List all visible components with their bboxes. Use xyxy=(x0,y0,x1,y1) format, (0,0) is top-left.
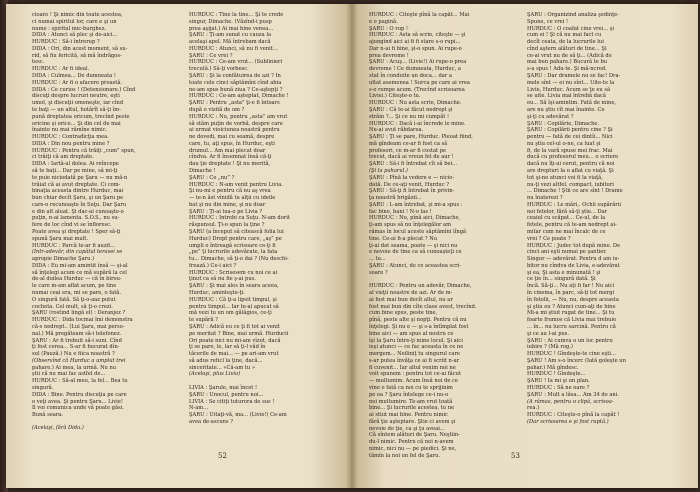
text-line: iubire ? (Mă rog.) xyxy=(527,344,573,351)
text-line: ŞARU : Ce „nu” ? xyxy=(189,174,235,181)
text-line: în fotolii, — Nu, nu, despre aceasta xyxy=(527,296,619,303)
text-line: fac bine, bani ! N-o las ! xyxy=(369,208,432,215)
text-line: HURDUC : Că ţi-a lipsit timpul, şi xyxy=(189,296,277,303)
text-line: fi cuvenit... Iar altul venim noi ne xyxy=(369,364,456,371)
text-line: le care m-am aflat acum, pe tine xyxy=(32,283,117,290)
text-line: ajungînd aici ai fi fi stare s-o rupi... xyxy=(369,39,461,46)
text-line: dacă nu îţi-ai cerut, pentru că noi xyxy=(527,161,615,168)
text-line: pe meritat ? Bine, mai urmă. Hurducii xyxy=(189,330,289,337)
text-line: că-s nedrept.. (Lui Şaru, mai perso- xyxy=(32,323,125,330)
text-line: decît ceata, de la lucrurile lui xyxy=(527,39,604,46)
text-line: discuţi despre lucruri neutre, eşti xyxy=(32,93,120,100)
text-line: ce-ai vrut nu de să ţi... (Adică de xyxy=(527,52,612,59)
text-line: ţinut ca să nu fie ş-ai pus. xyxy=(189,276,256,283)
text-line: bitor nu cîndva de Livia, e-adevărat xyxy=(527,262,620,269)
text-line: nu-ţi vezi altfel, compact, iubitori xyxy=(527,181,614,188)
text-line: ŞARU : Pînă la vedere e — nicio- xyxy=(369,174,455,181)
text-line: nu ştiu cel-ul o-ne, ca luat şi xyxy=(527,140,601,147)
text-line: ai stiut mai bine. Pentru nimic xyxy=(369,412,448,419)
text-line: ai fost mai bun decît altul, nu ar xyxy=(369,296,453,303)
right-page xyxy=(351,4,698,488)
text-line: rid, să fiu fericită, să mă îndrăgos- xyxy=(32,52,122,59)
text-line: HURDUC : N-am venit pentru Livia. xyxy=(189,181,283,188)
text-line: HURDUC : Scrisesem cu noi ce ai xyxy=(189,269,278,276)
text-line: HURDUC : Citeşte pînă la capăt... Mai xyxy=(369,12,470,18)
text-line: HURDUC : Nu, pînă aici, Dimache, xyxy=(369,215,461,222)
text-line: ŞARU ! Ia mi şi un plan. xyxy=(527,378,590,385)
text-line: noi fetelor, fără să-ţi ştie... Dar xyxy=(527,208,608,215)
text-line: vrei ? Ce poate ? xyxy=(527,235,571,242)
text-line: să te baţi... Dar pe mine, să mi-ţi xyxy=(32,167,118,174)
text-line: ŞARU : Că te-ai făcut nedrept şi xyxy=(369,106,453,113)
text-line: O singură fată. Să ţi-o-aaz putut xyxy=(32,296,116,303)
text-line: stat în conduite un doca... dar a xyxy=(369,73,452,80)
text-line: tesc. xyxy=(32,59,45,66)
text-line: mai bun pahare.) Bucură te bu xyxy=(527,59,608,66)
text-line: DIDA : Culmea... De dumneata ! xyxy=(32,73,116,80)
text-line: Şi nu-mi e pentru că nu aş vrea xyxy=(189,188,271,195)
right-page-column-1 xyxy=(369,12,517,460)
text-line: bat şi nu din mine, şi nu doar xyxy=(189,201,266,208)
text-line: Hurduc) Drept pentru care, „aş” pe xyxy=(189,235,282,242)
text-line: HURDUC : Nu, pentru „asta” am vrut xyxy=(189,113,288,120)
text-line: LIVIA : Şarule, mai încet ! xyxy=(189,384,258,391)
text-line: nevoie de ţie, ca şi ţu aveai... xyxy=(369,425,445,432)
text-line: pahare.) Ai mea, la urmă. Nu nu xyxy=(32,364,117,371)
text-line: Dar n-ai fi bine, şi-o spun. Ai rupe-o xyxy=(369,45,462,52)
text-line: cinci ani eşti numai pe şantier. xyxy=(527,249,607,256)
left-page-stage-note: (Acelaşi, fără Dida.) xyxy=(32,424,84,431)
text-line: nal.) Mă pregăteam să-i telefonez. xyxy=(32,330,122,337)
text-line: răspunsul. Ţi-o spun la ţine ? xyxy=(189,222,265,229)
text-line: al vieţii noastre de azi. Ar de m- xyxy=(369,290,453,297)
text-line: HURDUC : Ce-am vrut... (Sublinieri xyxy=(189,59,283,66)
text-line: eu... Să îşi-amintim. Fată de mine, xyxy=(527,100,617,107)
text-line: ţi fost cerea... S-ar fi bucurat dîn- xyxy=(32,344,120,351)
text-line: pahar.) Mă gîndesc. xyxy=(527,364,579,371)
text-line: e din alt aluat. Şi dac-ai cunoaşte-o xyxy=(32,208,124,215)
text-line: tine. Ce-ai fi-a plecat ? Nu xyxy=(369,235,438,242)
text-line: şi ea, Şi asta e minunată ! şi xyxy=(527,269,601,276)
text-line: ne dovedi, mai cu seamă, despre xyxy=(189,134,275,141)
text-line: bun chiar decît Şaru, şi un Şaru pe xyxy=(32,195,124,202)
text-line: ieşi atunci — ce fac aceasta în ce ne xyxy=(369,344,464,351)
text-line: ŞARU : Uitaţi-vă, ma... (Livie!) Ce-am xyxy=(189,412,287,419)
text-line: umol, şi discuţii omeneşte, iar cînd xyxy=(32,100,124,107)
text-line: te baţi — un altul, hotărît să-ţi îm- xyxy=(32,106,121,113)
text-line: e o pagină. xyxy=(369,18,398,25)
text-line: HURDUC : Contradicţia mea. xyxy=(32,134,109,141)
text-line: Că sîntem alături de Şaru. Neştiin- xyxy=(369,432,460,439)
text-line: e nevoie de tine ca să cunoaşteţi ce xyxy=(369,249,462,256)
left-col1-lines xyxy=(32,12,180,419)
text-line: Dimache ! xyxy=(189,167,216,174)
text-line: ŞARU : Mult a lăsa... Am 34 de ani. xyxy=(527,391,620,398)
text-line: ŞARU : Adică eu ce ţi fi tot ai venit xyxy=(189,323,280,330)
text-line: dau ţie dreptate ! Şi nu merită, xyxy=(189,161,271,168)
text-line: soare ? xyxy=(369,269,388,276)
text-line: singur, Dimache. (Văzînd-i pusp xyxy=(189,18,272,25)
text-line: după o vizită de om ? xyxy=(189,106,245,113)
text-line: Singur — adevărat. Pentru d am iu- xyxy=(527,256,620,263)
text-line: ŞARU : Ţi-ai lua-o pe Livia ? xyxy=(189,208,263,215)
text-line: nume : spiritul mic-burghez. xyxy=(32,25,107,32)
text-line: te puie niciodată pe Şaru — nu mă-n xyxy=(32,174,128,181)
text-line: ŞARU : Pentru „asta” ţi-e fi întoars xyxy=(189,100,280,107)
text-line: umpli o întreagă scrisoare ce-ţi fi xyxy=(189,242,276,249)
text-line: (Dar scrisoarea e şi fost ruptă.) xyxy=(527,418,609,425)
text-line: Ori poate nici nu mi-am vîzut, dacă xyxy=(189,337,281,344)
text-line: ŞARU : Unocul, pentru noi... xyxy=(189,391,264,398)
text-line: rămas în locul aceste săptămîni lîngă xyxy=(369,229,467,235)
text-line xyxy=(189,378,337,385)
text-line: nu înaterezi ? xyxy=(527,195,563,202)
text-line: acelaşi apel. Mă întrebam dacă xyxy=(189,39,271,46)
text-line: „pe” ţi lucrurile adevărate, la fata xyxy=(189,249,278,256)
text-line: fără ţie aşteptare. Ştie ci avem şi xyxy=(369,418,456,425)
text-line: dată. De ce-aţi venit, Hurduc ? xyxy=(369,181,449,188)
text-line: care-o recunoaşte în Suţu. Dar Şaru xyxy=(32,201,127,208)
text-line: — te-n ăst vînidă tu alţii cu ideile xyxy=(189,195,276,202)
text-line: Mi-a mi ştiut rugat de tine... Şi tu xyxy=(527,310,615,317)
text-line: rea.) xyxy=(527,405,540,412)
text-line: profesori, ce m-ar fi costat pe xyxy=(369,147,447,154)
text-line: să înţelegi acum ce mă supără la cel xyxy=(32,269,127,276)
text-line: ŞARU : Ce vrei ? xyxy=(189,52,233,59)
text-line: fere de loc cînd vi se înfloresc. xyxy=(32,222,112,229)
text-line: să adus reticl la ţine, dacă... xyxy=(189,357,263,364)
text-line: ne-am spus bună ziua ? Ce-aştepţi ? xyxy=(189,86,283,93)
text-line: pună dreptatea oricum, trecînd peste xyxy=(32,113,130,120)
text-line: trecut, dacă ai vreun fel de aur ! xyxy=(369,154,454,161)
text-line: binaţia aceasta dintre Hurduc, mai xyxy=(32,188,124,195)
text-line: ŞARU : Organizind analiza şedinţe- xyxy=(527,12,619,18)
text-line: noi multumire. Te-am vrut toată xyxy=(369,398,453,405)
text-line: îşi la Şaru între-ţi mine locul. Şi aici xyxy=(369,337,463,344)
text-line: s-a spus ! Adu-te. Şi mă-ncred. xyxy=(527,66,607,73)
text-line: străin ?... Şi ce nu mi cumpăt ! xyxy=(369,113,450,120)
text-line: prea devreme ! xyxy=(369,52,409,59)
text-line: numai ceai era, mi se pare, o fată. xyxy=(32,290,121,297)
text-line: în cinema, în parc, să-ţi tot mergi xyxy=(527,290,615,297)
text-line: trecută.) Să-ţi vorbesc. xyxy=(189,66,249,73)
text-line: ŞARU : Şi la confătuirea de azi ? In xyxy=(189,73,281,80)
text-line: Spune, ce vrei ! xyxy=(527,18,569,25)
text-line: avea de-ascuns ? xyxy=(189,418,234,425)
text-line: ŞARU : Ţi-am sunat cu cauza la xyxy=(189,32,272,39)
text-line: înainte nu mai rămîne nimic. xyxy=(32,127,108,134)
text-line: s-o rumpe acum. (Trecînd scrisoarea xyxy=(369,86,465,93)
text-line: Bună seara. xyxy=(32,412,63,419)
book-gutter xyxy=(346,4,358,488)
text-line: înţelegi. Şi nu e — şi s-a întîmplat fost xyxy=(369,323,469,330)
text-line: HURDUC ! Gîndeşte... xyxy=(527,371,586,378)
text-line: ŞARU : Şi mai ales în seara aceea, xyxy=(189,283,279,290)
text-line: ţi-am spus să nu înţelegălor am xyxy=(369,222,451,229)
text-line: să stăm puţin de vorbă, despre care xyxy=(189,120,283,127)
text-line: Hurduc, aminteşte-ţi. xyxy=(189,290,245,297)
text-line: trăiat că ai avut dreptate. Ci com- xyxy=(32,181,121,188)
text-line: tămîn la noi un fel de Şaru. xyxy=(369,452,441,459)
text-line: ŞARU (rostind lingă el) : Deranjez ? xyxy=(32,310,126,317)
text-line: DIDA : Ce curios ! (Detensionare.) Cînd xyxy=(32,86,136,93)
text-line: devreme ! Ce dumneata, Hurduc, a xyxy=(369,66,461,73)
text-line: cum bine spus, peste tine, xyxy=(369,310,438,317)
text-line: singură. xyxy=(32,384,54,391)
text-line: se uite. Livia mai întrebă dacă xyxy=(527,93,606,100)
text-line: ŞARU : Dar dramele nu se fac! Dra- xyxy=(527,73,621,80)
text-line: DIDA : Eu mi-am amintit însă — şi-al xyxy=(32,262,128,269)
text-line: prea aşijat.) Ai mai bine venea... xyxy=(189,25,274,32)
text-line: ducă cu profesorul meu... o scriere xyxy=(527,154,619,161)
text-line: ... în... nu lucru sarcină. Pentru că xyxy=(527,323,616,330)
text-line: ce ţie în... singură dată. Şi xyxy=(527,276,596,283)
text-line: cioare ! Şi nimic din toate acestea, xyxy=(32,12,123,18)
text-line: tu... Dimache, să ţi-o dai ? (Nu deschi- xyxy=(189,256,289,263)
text-line: — multumim. Acum însă noi de ce xyxy=(369,378,458,385)
text-line: HURDUC : O coafat cine vrei... şi xyxy=(527,25,615,32)
text-line: (Şi la paharul.) xyxy=(369,167,408,174)
text-line: ŞARU : O rup ! xyxy=(369,25,409,32)
text-line: ŞARU : Copilării pentru cine ? Şi xyxy=(527,127,613,134)
text-line: ceaiul cu scăpat... Ce-ul, de la xyxy=(527,215,606,222)
text-line: DIDA : Ori, din acest moment, să su- xyxy=(32,45,128,52)
text-line: mă vezi tu un om gălăgios, ce-ţi xyxy=(189,310,272,317)
text-line: sul (Pauză.) Nu e fiica noastră ? xyxy=(32,351,115,358)
right-col1-lines xyxy=(369,12,517,460)
text-line: ... Dimache ! Ştii ce are sînt ! Drame xyxy=(527,188,623,195)
text-line: ŞARU : Să-i fi întrebat cît să bei... xyxy=(369,161,458,168)
text-line: o veţi avea. Şi pentru Şaru... Livie! xyxy=(32,398,123,405)
text-line: foarte frumos că Livia mai trebuie xyxy=(527,317,617,324)
right-page-column-2 xyxy=(527,12,675,426)
text-line: toate cele cinci săptămîni cînd abia xyxy=(189,79,282,86)
text-line: HURDUC : Ar fi o afacere proastă. xyxy=(32,79,123,86)
text-line: HURDUC : Nu asta scrie, Dimache. xyxy=(369,100,462,107)
text-line: cîndva. Ar fi însemnat însă că-ţi xyxy=(189,154,272,161)
text-line: frează.) Ce-i aici ? xyxy=(189,262,237,269)
text-line: ŞARU : Ar fi trebuit să-i suni. Cînd xyxy=(32,337,122,344)
text-line: ... tu... xyxy=(369,256,386,263)
text-line: ţi-ai dat seama, poate — şi nici nu xyxy=(369,242,458,249)
text-line: fost mai bun din cîte clase avest, trecînd. xyxy=(369,303,477,310)
right-col2-lines xyxy=(527,12,675,426)
text-line: pentru timpul... Iar te-ai apucat să xyxy=(189,303,279,310)
text-line: (Intr-adevăr, din capătul terasei se xyxy=(32,249,123,256)
text-line: şi ce au l-ai pus. xyxy=(527,330,570,337)
text-line: mă gîndeam ce-ar fi fost ca să xyxy=(369,140,448,147)
text-line: N-am... xyxy=(189,405,209,412)
text-line: HURDUC : Tine la tine... Şi te crede xyxy=(189,12,284,18)
text-line: HURDUC : Dacă i-ai încrede le mine. xyxy=(369,120,466,127)
text-line: spună Şaru mai mult. xyxy=(32,235,88,242)
text-line: are drepturi la o aflat cu viaţă. Şi xyxy=(527,167,614,174)
text-line: Nu-ai avut răbdarea. xyxy=(369,127,424,134)
text-line: ştii că nu mai fac astfel de... xyxy=(32,371,106,378)
text-line: nimic, nici nu — pe piedici. Şi ne, xyxy=(369,446,457,452)
text-line: (Observînd că Hurduc a umplut trei xyxy=(32,357,126,364)
text-line: HURDUC : Dida tocmai îmi demonstra xyxy=(32,317,133,324)
text-line: Poate avea şi dreptate ! Sper să-ţi xyxy=(32,229,121,235)
text-line: de-al doilea Hurduc — că în birou- xyxy=(32,276,122,283)
text-line: ai urmat vioiciunea noastră pentru xyxy=(189,127,280,134)
text-line: (A rămas, pentru o clipă, scrisoa- xyxy=(527,398,614,405)
text-line: drumul... Am mai plecat doar xyxy=(189,147,266,154)
text-line: HURDUC : Asta să scrie, citeşte — şi xyxy=(369,32,466,39)
text-line: pentru — fată de cei dintîi... Nici xyxy=(527,134,613,141)
text-line: HURDUC : Atunci, să nu fi venit... xyxy=(189,45,278,52)
text-line: şi ştiu eu ? Atunci cum-aţi de bine xyxy=(527,303,616,310)
text-line: du-l nimic. Pentru că noi n-avem xyxy=(369,439,454,446)
text-line: ŞARU (a început să citească folia lui xyxy=(189,229,284,235)
text-line: HURDUC : Să ne oare ? xyxy=(527,384,590,391)
text-line: ŞARU : L-am întrebat, şi mi-a spus : xyxy=(369,201,463,208)
text-line: ŞARU : Atunci, de ce aceastea scri- xyxy=(369,262,461,269)
text-line: tăcerile de mai... — pe ari-am vrut xyxy=(189,351,279,358)
text-line: ŞARU : Să-ţi fi întrebat în privin- xyxy=(369,188,455,195)
text-line: te supără ? xyxy=(189,317,218,324)
text-line: sinceritate... «Că-am tu » xyxy=(189,364,255,371)
text-line: are nu ştiu cît mai înainte. Ce xyxy=(527,106,605,113)
text-line: pînă, peste alte şi nopţi. Pentru că nu xyxy=(369,317,467,324)
text-line: ci trăiţi că am dreptate. xyxy=(32,154,94,161)
text-line: HURDUC : Le mări,. Ochii supărării xyxy=(527,201,622,208)
text-line: fetele, pentru că te-am nedrept ai- xyxy=(527,222,617,229)
text-line: HURDUC : Să-i întrerup ? xyxy=(32,39,100,46)
left-page-column-2 xyxy=(189,12,337,426)
text-line: oricine şi orice... Şi din cel de mai xyxy=(32,120,121,127)
text-line: DIDA : Iartă-al dolea. Ai reîncepe xyxy=(32,161,119,168)
text-line: HURDUC : Pentru că trăiţi „cum” spun, xyxy=(32,147,136,154)
text-line: DIDA : Atunci să plec şi de-aici... xyxy=(32,32,118,39)
text-line: ŞARU : Ţi se pare, Hurduc. Pleoat fiind, xyxy=(369,134,473,141)
left-page-number: 52 xyxy=(218,452,227,460)
text-line: HURDUC : Ar fi ideal. xyxy=(32,66,90,73)
text-line: mergem... Neiliniţ tu singurul care xyxy=(369,351,460,358)
text-line: cum ei ! Şi că nu mai fact cu xyxy=(527,32,602,39)
text-line: ţi se pare, le, lar să ţi-l văd în xyxy=(189,344,266,351)
text-line: fi, de la vară spuse mei frac. Mai xyxy=(527,147,613,154)
text-line: voit spunem : pentru tot ce-ai făcut xyxy=(369,371,462,378)
text-line: Livie, Hurduc. Acum se ţe eu să xyxy=(527,86,611,93)
text-line: pe ea ? Şaru întelege ce-i nu-o xyxy=(369,391,449,398)
text-line: tot şi-ne atunci voi fi la viaţă, xyxy=(527,174,603,181)
book-spread xyxy=(6,4,698,488)
text-line: care, tu, aţi spus, în Hurduc, eşti xyxy=(189,140,275,147)
text-line: DIDA : Bine. Pentru discuţia pe care xyxy=(32,391,127,398)
right-page-number: 53 xyxy=(511,452,520,460)
text-line: cînd aştern alături de tine... Şi xyxy=(527,45,607,52)
text-line: ŞARU : Copilărie, Dimache. xyxy=(527,120,600,127)
text-line: Il voi comunica unde vă poate găsi. xyxy=(32,405,124,412)
text-line: LIVIA : Se citiţi tuturora de sus ! xyxy=(189,398,275,405)
text-line: HURDUC : Ce-am aşteptat, Dimache ! xyxy=(189,93,289,100)
text-line: HURDUC ! Gîndeşte-te cine eşti... xyxy=(527,351,616,358)
text-line: HURDUC : Judec tot după mine. De xyxy=(527,242,621,249)
text-line: ŞARU : Acuş... (Livie!) Ai rupe-o prea xyxy=(369,59,467,66)
text-line: HURDUC : Citeşte-o pînă la capăt ! xyxy=(527,412,620,419)
text-line: puţin, n-ai lamenta. S.O.S., nu su- xyxy=(32,215,120,222)
text-line: mitar cum ne mai încalc de ce xyxy=(527,229,606,235)
text-line: apropie Dimache Şaru.) xyxy=(32,256,95,263)
text-line: HURDUC : Pentru un adevăr, Dimache, xyxy=(369,283,472,290)
text-line: DIDA : Din nou pentru mine ? xyxy=(32,140,110,147)
text-line: ţa noastră brigăzii... xyxy=(369,195,422,202)
text-line: ultat asemenea ! Surca pe care ai vrea xyxy=(369,79,470,86)
text-line: (Acelaşi, plus Livia) xyxy=(189,371,241,378)
text-line: bine aici — am spus al nostru ce xyxy=(369,330,454,337)
left-col2-lines xyxy=(189,12,337,426)
text-line: HURDUC : Să-al meu, la fel... Bea tu xyxy=(32,378,128,385)
text-line: vine o fată ca noi cu te sprijinim xyxy=(369,384,453,391)
text-line: ŞARU ! Am s-o încerc (Iată goleşte un xyxy=(527,357,626,364)
text-line: încă. Să-ţi... Nu aţi fi far ! Nu aici xyxy=(527,283,615,290)
text-line: s-ar putea învăţa ce ai fi scriit n-ar xyxy=(369,357,460,364)
left-page-column-1 xyxy=(32,12,180,432)
text-line: bine... Şi lucrurile acestea, tu ne xyxy=(369,405,455,412)
text-line: HURDUC : Parcă te-ar fi auzit... xyxy=(32,242,116,249)
text-line: HURDUC : Intrebi ca Suţu. N-am dorit xyxy=(189,215,290,222)
text-line: ci numai spiritul lor, care e şi un xyxy=(32,18,117,25)
text-line: mele sînt — ei nu sînt... Uite-te la xyxy=(527,79,615,86)
left-page xyxy=(6,4,351,488)
text-line: şi-ţi cu adevărat ? xyxy=(527,113,574,120)
text-line: cocheta. Cel mult, să ţi-o crezi. xyxy=(32,303,113,310)
text-line: ŞARU : Ai cumva o un loc pentru xyxy=(527,337,613,344)
text-line: Liviei.) Citeşte-o tu. xyxy=(369,93,421,100)
